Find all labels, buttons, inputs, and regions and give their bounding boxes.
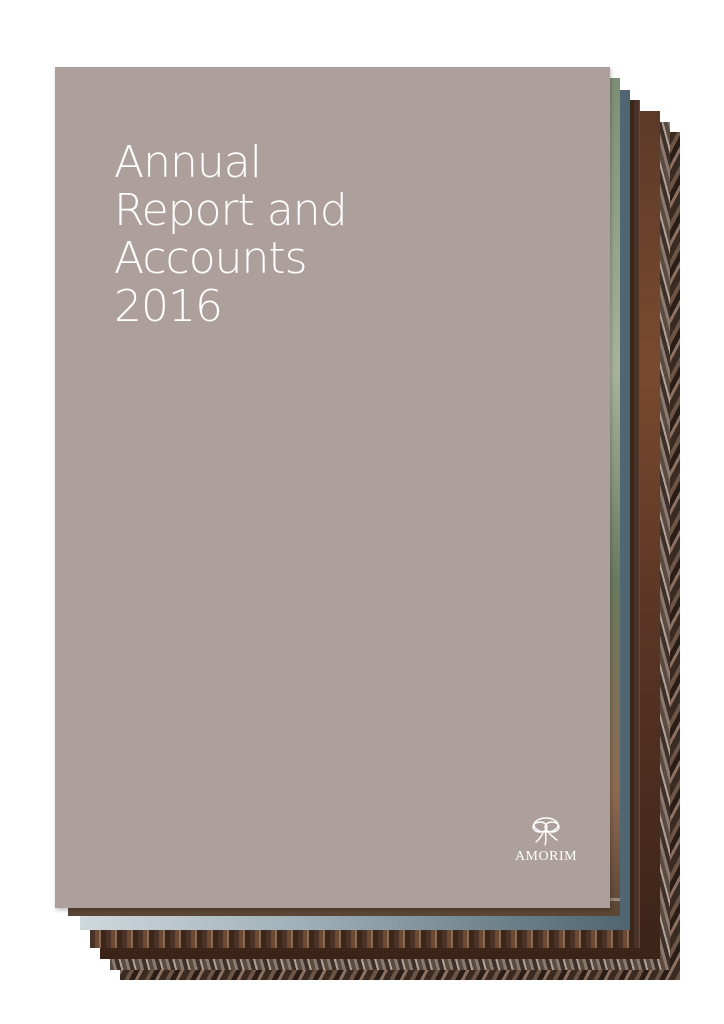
title-line: 2016 xyxy=(114,281,222,332)
title-line: Annual xyxy=(114,137,261,188)
logo-text: AMORIM xyxy=(514,849,578,864)
report-cover xyxy=(55,67,610,908)
title-line: Report and xyxy=(114,185,347,236)
cover-title xyxy=(114,139,347,331)
amorim-logo xyxy=(491,815,601,875)
amorim-tree-icon xyxy=(526,815,566,847)
title-line: Accounts xyxy=(114,233,307,284)
